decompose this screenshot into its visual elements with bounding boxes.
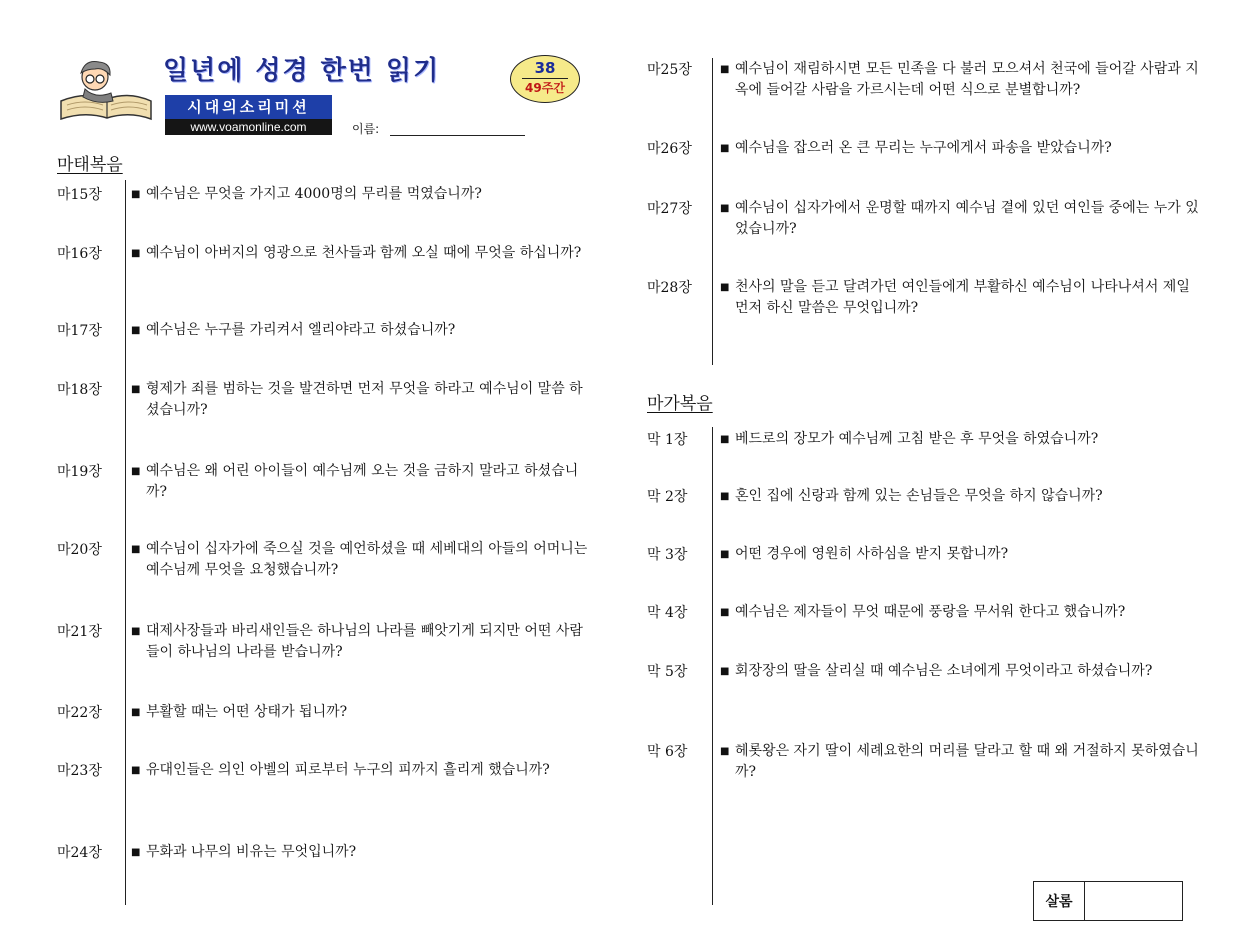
question-item: ■ 예수님은 제자들이 무엇 때문에 풍랑을 무서워 한다고 했습니까? (720, 604, 1126, 620)
question-item: ■ 예수님은 무엇을 가지고 4000명의 무리를 먹였습니까? (131, 186, 482, 202)
badge-number: 38 (534, 59, 556, 77)
question-item: ■ 형제가 죄를 범하는 것을 발견하면 먼저 무엇을 하라고 예수님이 말씀 하셨습니까? (131, 381, 583, 418)
question-item: ■ 예수님이 십자가에서 운명할 때까지 예수님 곁에 있던 여인들 중에는 누가 있었습니까? (720, 200, 1199, 237)
question-item: ■ 천사의 말을 듣고 달려가던 여인들에게 부활하신 예수님이 나타나셔서 제일 먼저 하신 말씀은 무엇입니까? (720, 279, 1190, 316)
chapter-label: 마20장 (57, 542, 102, 558)
chapter-label: 막 5장 (647, 664, 688, 680)
question-item: ■ 예수님을 잡으러 온 큰 무리는 누구에게서 파송을 받았습니까? (720, 140, 1112, 156)
question-item: ■ 예수님이 아버지의 영광으로 천사들과 함께 오실 때에 무엇을 하십니까? (131, 245, 582, 261)
question-item: ■ 부활할 때는 어떤 상태가 됩니까? (131, 704, 348, 720)
chapter-label: 막 1장 (647, 432, 688, 448)
chapter-label: 마19장 (57, 464, 102, 480)
footer-box (1033, 881, 1183, 921)
question-item: ■ 예수님이 십자가에 죽으실 것을 예언하셨을 때 세베대의 아들의 어머니는 예수님께 무엇을 요청했습니까? (131, 541, 588, 578)
chapter-label: 막 3장 (647, 547, 688, 563)
question-item: ■ 예수님이 재림하시면 모든 민족을 다 불러 모으셔서 천국에 들어갈 사람과 지옥에 들어갈 사람을 가르시는데 어떤 식으로 분별합니까? (720, 61, 1199, 98)
page-title: 일년에 성경 한번 읽기 (163, 56, 441, 86)
question-item: ■ 무화과 나무의 비유는 무엇입니까? (131, 844, 357, 860)
question-item: ■ 유대인들은 의인 아벨의 피로부터 누구의 피까지 흘리게 했습니까? (131, 762, 550, 778)
left-column-divider (125, 180, 126, 905)
right-column-divider-lower (712, 427, 713, 905)
chapter-label: 막 6장 (647, 744, 688, 760)
question-item: ■ 어떤 경우에 영원히 사하심을 받지 못합니까? (720, 546, 1009, 562)
chapter-label: 마23장 (57, 763, 102, 779)
chapter-label: 마17장 (57, 323, 102, 339)
footer-input-cell[interactable] (1085, 882, 1182, 920)
question-item: ■ 대제사장들과 바리새인들은 하나님의 나라를 빼앗기게 되지만 어떤 사람들이 하나님의 나라를 받습니까? (131, 623, 583, 660)
chapter-label: 마24장 (57, 845, 102, 861)
right-column-divider-upper (712, 58, 713, 365)
section-title-matthew: 마태복음 (57, 155, 123, 175)
footer-label: 살롬 (1034, 882, 1085, 920)
chapter-label: 마16장 (57, 246, 102, 262)
question-item: ■ 예수님은 누구를 가리켜서 엘리야라고 하셨습니까? (131, 322, 456, 338)
name-label: 이름: (352, 122, 380, 136)
badge-week: 49주간 (525, 81, 565, 95)
question-item: ■ 혼인 집에 신랑과 함께 있는 손님들은 무엇을 하지 않습니까? (720, 488, 1103, 504)
reading-book-illustration (55, 55, 155, 125)
name-field-line[interactable] (390, 135, 525, 136)
chapter-label: 마22장 (57, 705, 102, 721)
week-badge (510, 55, 580, 103)
chapter-label: 막 2장 (647, 489, 688, 505)
chapter-label: 마18장 (57, 382, 102, 398)
question-item: ■ 회장장의 딸을 살리실 때 예수님은 소녀에게 무엇이라고 하셨습니까? (720, 663, 1153, 679)
chapter-label: 마25장 (647, 62, 692, 78)
chapter-label: 마15장 (57, 187, 102, 203)
question-item: ■ 헤롯왕은 자기 딸이 세례요한의 머리를 달라고 할 때 왜 거절하지 못하였습니까? (720, 743, 1199, 780)
chapter-label: 마26장 (647, 141, 692, 157)
website-url: www.voamonline.com (165, 119, 332, 135)
brand-label: 시대의소리미션 (165, 95, 332, 119)
question-item: ■ 예수님은 왜 어린 아이들이 예수님께 오는 것을 금하지 말라고 하셨습니까? (131, 463, 579, 500)
question-item: ■ 베드로의 장모가 예수님께 고침 받은 후 무엇을 하였습니까? (720, 431, 1099, 447)
chapter-label: 마28장 (647, 280, 692, 296)
chapter-label: 막 4장 (647, 605, 688, 621)
chapter-label: 마21장 (57, 624, 102, 640)
chapter-label: 마27장 (647, 201, 692, 217)
section-title-mark: 마가복음 (647, 394, 713, 414)
